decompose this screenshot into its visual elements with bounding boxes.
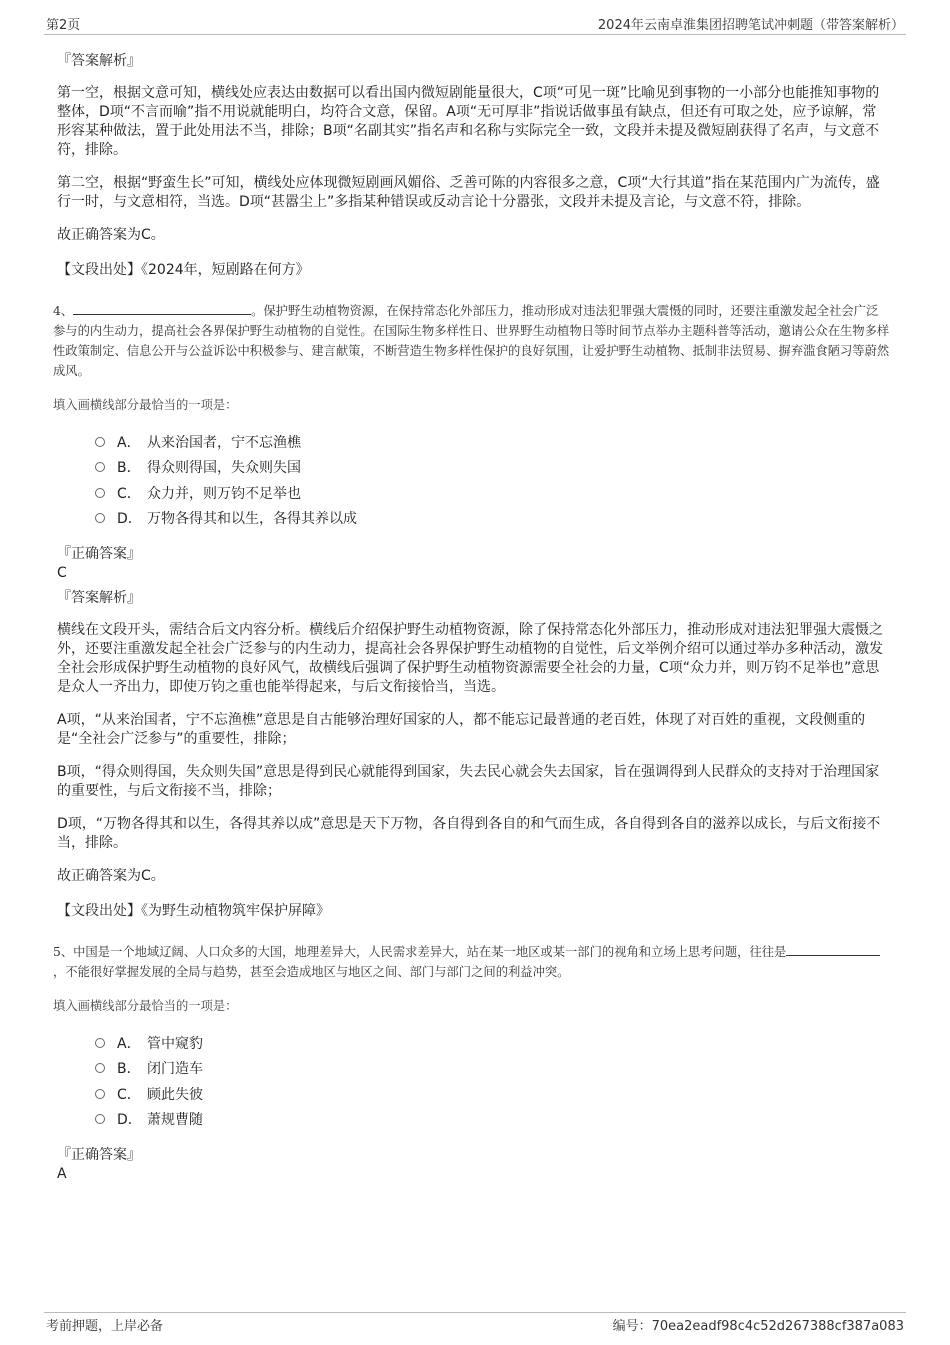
- q5-blank: [786, 942, 880, 956]
- q4-answer: C: [57, 565, 67, 581]
- q4-prompt: 填入画横线部分最恰当的一项是：: [53, 398, 238, 412]
- q4-options: [95, 429, 890, 531]
- q4-option-d[interactable]: [95, 506, 890, 532]
- q5-stem: [53, 942, 890, 982]
- q4-analysis-para: 横线在文段开头，需结合后文内容分析。横线后介绍保护野生动植物资源，除了保持常态化外部压力，推动形成对违法犯罪强大震慑之外，还要注重激发起全社会广泛参与的内生动力，提高社会各界保护野生动植物的自觉性，后文举例介绍可以通过举办多种活动，激发全社会形成保护野生动植物的良好风气，故横线后强调了保护野生动植物资源需要全社会的力量，C项“众力并，则万钧不足举也”意思是众人一齐出力，即使万钧之重也能举得起来，与后文衔接恰当，当选。: [57, 622, 883, 695]
- page-header: [44, 12, 906, 35]
- q3-conclusion: 故正确答案为C。: [57, 227, 165, 243]
- q4-answer-label: 『正确答案』: [57, 546, 141, 562]
- q5-prompt: 填入画横线部分最恰当的一项是：: [53, 999, 238, 1013]
- q5-option-a[interactable]: [95, 1030, 890, 1056]
- q4-analysis-para: A项，“从来治国者，宁不忘渔樵”意思是自古能够治理好国家的人，都不能忘记最普通的老百姓，体现了对百姓的重视，文段侧重的是“全社会广泛参与”的重要性，排除；: [57, 712, 866, 747]
- option-key: B．: [117, 460, 141, 477]
- radio-icon[interactable]: [95, 462, 105, 472]
- q3-analysis-label: 『答案解析』: [57, 53, 141, 69]
- footer-slogan: 考前押题，上岸必备: [46, 1319, 164, 1334]
- radio-icon[interactable]: [95, 1089, 105, 1099]
- q4-analysis-label: 『答案解析』: [57, 590, 141, 606]
- page-number: 第2页: [46, 18, 81, 33]
- option-text: 从来治国者，宁不忘渔樵: [147, 434, 301, 451]
- option-text: 顾此失彼: [147, 1086, 203, 1103]
- option-text: 得众则得国，失众则失国: [147, 460, 301, 477]
- option-text: 众力并，则万钧不足举也: [147, 485, 301, 502]
- radio-icon[interactable]: [95, 1038, 105, 1048]
- option-text: 闭门造车: [147, 1061, 203, 1078]
- radio-icon[interactable]: [95, 1114, 105, 1124]
- q5-text-after: ，不能很好掌握发展的全局与趋势，甚至会造成地区与地区之间、部门与部门之间的利益冲突。: [53, 965, 570, 979]
- document-id: 编号：70ea2eadf98c4c52d267388cf387a083: [612, 1319, 904, 1334]
- q4-option-b[interactable]: [95, 455, 890, 481]
- option-key: A．: [117, 434, 141, 451]
- q5-number: 5、: [53, 945, 74, 959]
- q3-analysis-para: 第二空，根据“野蛮生长”可知，横线处应体现微短剧画风媚俗、乏善可陈的内容很多之意，C项“大行其道”指在某范围内广为流传，盛行一时，与文意相符，当选。D项“甚嚣尘上”多指某种错误或反动言论十分嚣张，文段并未提及言论，与文意不符，排除。: [57, 175, 880, 210]
- q5-answer: A: [57, 1166, 67, 1182]
- page-footer: [44, 1312, 906, 1335]
- q5-text-before: 中国是一个地域辽阔、人口众多的大国，地理差异大，人民需求差异大，站在某一地区或某一部门的视角和立场上思考问题，往往是: [73, 945, 787, 959]
- option-key: C．: [117, 1086, 141, 1103]
- q4-analysis-para: D项，“万物各得其和以生，各得其养以成”意思是天下万物，各自得到各自的和气而生成，各自得到各自的滋养以成长，与后文衔接不当，排除。: [57, 816, 881, 851]
- q4-conclusion: 故正确答案为C。: [57, 868, 165, 884]
- q5-option-b[interactable]: [95, 1056, 890, 1082]
- q5-answer-label: 『正确答案』: [57, 1147, 141, 1163]
- q4-number: 4、: [53, 304, 74, 318]
- q5-options: [95, 1030, 890, 1132]
- option-text: 万物各得其和以生，各得其养以成: [147, 511, 357, 528]
- q4-source: 【文段出处】《为野生动植物筑牢保护屏障》: [57, 903, 330, 919]
- option-key: C．: [117, 485, 141, 502]
- q4-blank: [73, 301, 251, 315]
- q4-text: 。保护野生动植物资源，在保持常态化外部压力，推动形成对违法犯罪强大震慑的同时，还要注重激发起全社会广泛参与的内生动力，提高社会各界保护野生动植物的自觉性。在国际生物多样性日、世界野生动植物日等时间节点举办主题科普等活动，邀请公众在生物多样性政策制定、信息公开与公益诉讼中积极参与、建言献策，不断营造生物多样性保护的良好氛围，让爱护野生动植物、抵制非法贸易、摒弃滥食陋习等蔚然成风。: [53, 304, 890, 378]
- q3-source: 【文段出处】《2024年，短剧路在何方》: [57, 262, 310, 278]
- option-key: D．: [117, 1112, 142, 1129]
- radio-icon[interactable]: [95, 1063, 105, 1073]
- q3-analysis-para: 第一空，根据文意可知，横线处应表达由数据可以看出国内微短剧能量很大，C项“可见一斑”比喻见到事物的一小部分也能推知事物的整体，D项“不言而喻”指不用说就能明白，均符合文意，保留。A项“无可厚非”指说话做事虽有缺点，但还有可取之处，应予谅解，常形容某种做法，置于此处用法不当，排除；B项“名副其实”指名声和名称与实际完全一致，文段并未提及微短剧获得了名声，与文意不符，排除。: [57, 85, 880, 158]
- option-key: D．: [117, 511, 142, 528]
- q5-option-c[interactable]: [95, 1081, 890, 1107]
- radio-icon[interactable]: [95, 488, 105, 498]
- page-content: [53, 44, 890, 1186]
- q4-option-c[interactable]: [95, 480, 890, 506]
- q4-analysis-para: B项，“得众则得国，失众则失国”意思是得到民心就能得到国家，失去民心就会失去国家，旨在强调得到人民群众的支持对于治理国家的重要性，与后文衔接不当，排除；: [57, 764, 880, 799]
- option-key: A．: [117, 1035, 141, 1052]
- option-text: 萧规曹随: [147, 1112, 203, 1129]
- radio-icon[interactable]: [95, 437, 105, 447]
- option-text: 管中窥豹: [147, 1035, 203, 1052]
- option-key: B．: [117, 1061, 141, 1078]
- q5-option-d[interactable]: [95, 1107, 890, 1133]
- radio-icon[interactable]: [95, 513, 105, 523]
- document-title: 2024年云南卓淮集团招聘笔试冲刺题（带答案解析）: [597, 18, 904, 33]
- q4-option-a[interactable]: [95, 429, 890, 455]
- q4-stem: [53, 301, 890, 381]
